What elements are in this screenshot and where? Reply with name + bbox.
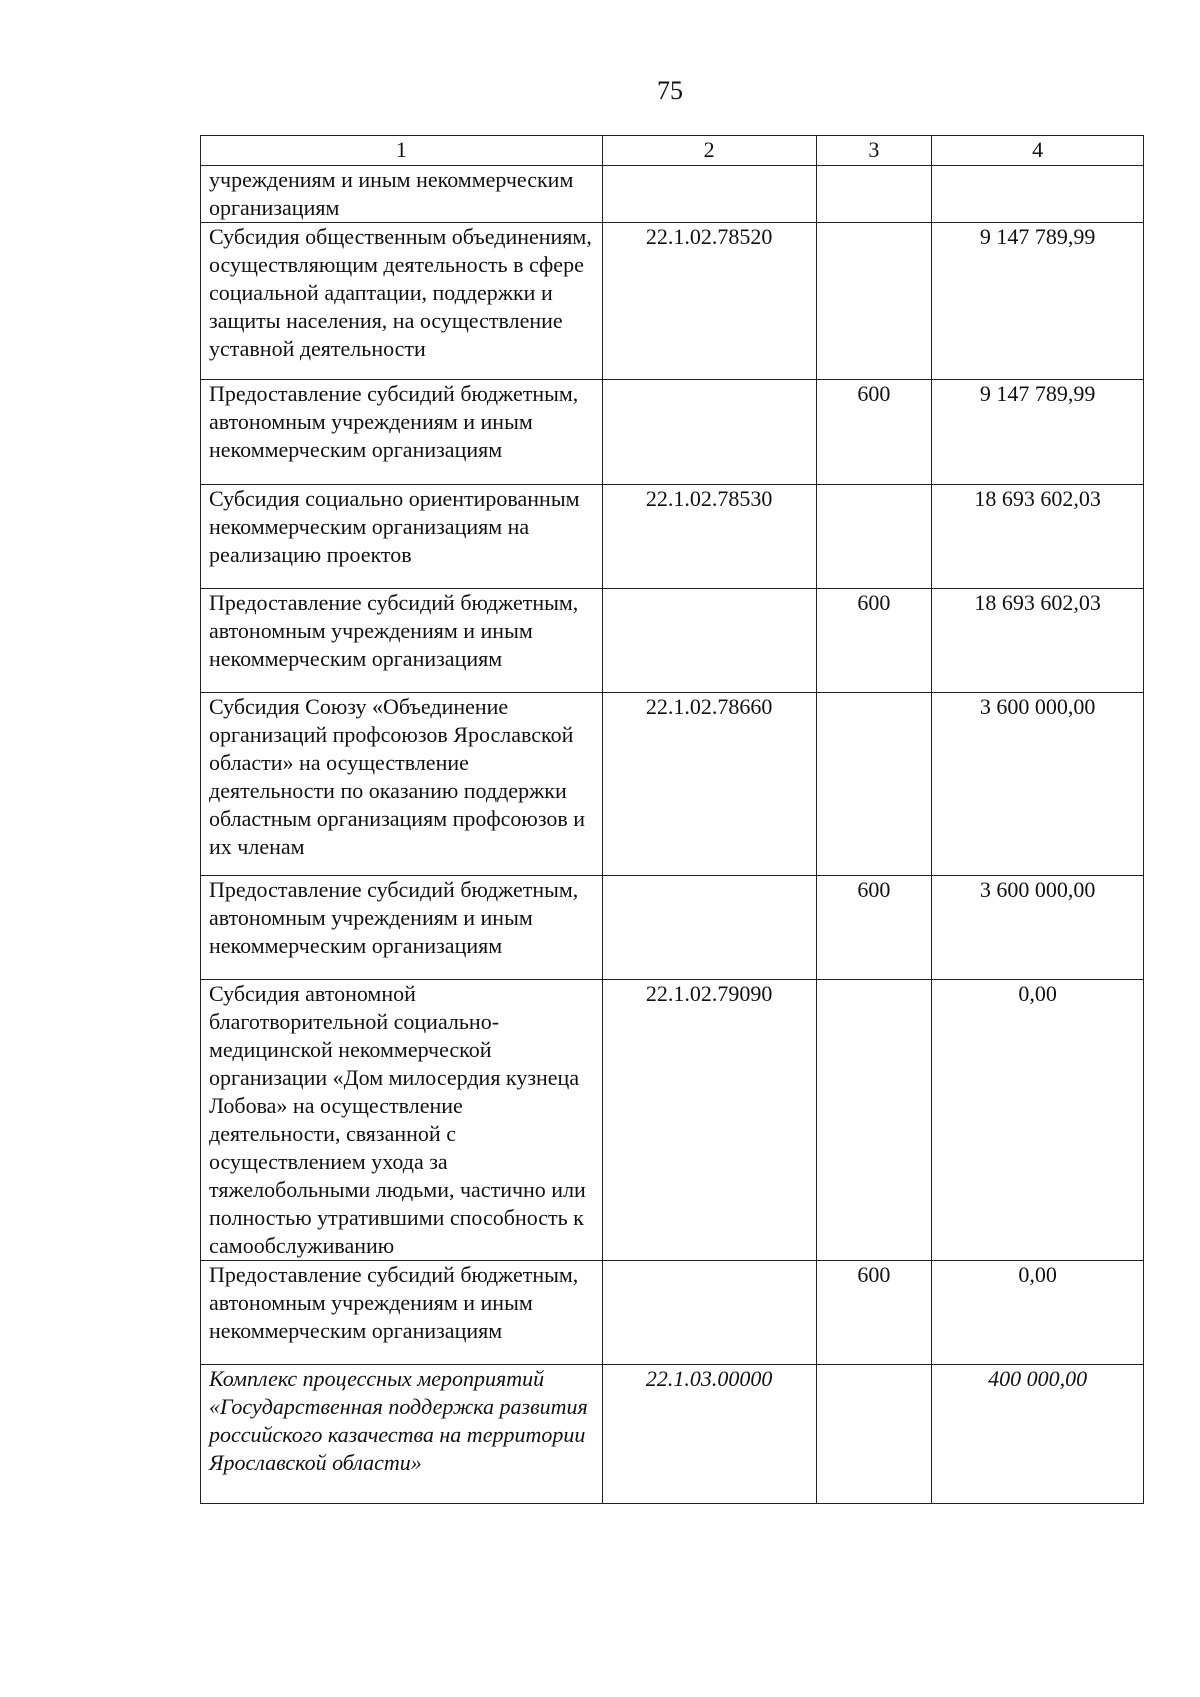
table-row [201, 589, 1144, 693]
row-name: Предоставление субсидий бюджетным, автономным учреждениям и иным некоммерческим организациям [201, 1261, 603, 1365]
table-row [201, 876, 1144, 980]
row-code [602, 876, 816, 980]
row-code [602, 589, 816, 693]
table-row [201, 1261, 1144, 1365]
table-row [201, 380, 1144, 485]
row-name: Комплекс процессных мероприятий «Государственная поддержка развития российского казачества на территории Ярославской области» [201, 1365, 603, 1504]
row-type [816, 693, 932, 876]
row-amount: 0,00 [932, 980, 1144, 1261]
row-code [602, 166, 816, 223]
row-name: Предоставление субсидий бюджетным, автономным учреждениям и иным некоммерческим организациям [201, 876, 603, 980]
row-type [816, 223, 932, 380]
header-col-3: 3 [816, 136, 932, 166]
header-col-1: 1 [201, 136, 603, 166]
row-type: 600 [816, 589, 932, 693]
row-code [602, 1261, 816, 1365]
row-code: 22.1.02.78530 [602, 485, 816, 589]
table-row [201, 1365, 1144, 1504]
row-amount: 3 600 000,00 [932, 693, 1144, 876]
row-name: учреждениям и иным некоммерческим организациям [201, 166, 603, 223]
row-amount: 18 693 602,03 [932, 485, 1144, 589]
row-amount: 0,00 [932, 1261, 1144, 1365]
table-row [201, 693, 1144, 876]
table-header-row [201, 136, 1144, 166]
row-type [816, 980, 932, 1261]
row-type: 600 [816, 380, 932, 485]
row-type [816, 166, 932, 223]
row-code: 22.1.02.78660 [602, 693, 816, 876]
row-type [816, 485, 932, 589]
page-number: 75 [657, 76, 683, 105]
header-col-4: 4 [932, 136, 1144, 166]
header-col-2: 2 [602, 136, 816, 166]
table-row [201, 223, 1144, 380]
row-type: 600 [816, 1261, 932, 1365]
budget-table [200, 135, 1144, 1504]
row-code: 22.1.02.79090 [602, 980, 816, 1261]
row-code: 22.1.02.78520 [602, 223, 816, 380]
row-name: Субсидия общественным объединениям, осуществляющим деятельность в сфере социальной адаптации, поддержки и защиты населения, на осуществление уставной деятельности [201, 223, 603, 380]
table-row [201, 485, 1144, 589]
row-amount: 9 147 789,99 [932, 380, 1144, 485]
row-code [602, 380, 816, 485]
row-amount: 9 147 789,99 [932, 223, 1144, 380]
row-code: 22.1.03.00000 [602, 1365, 816, 1504]
row-amount: 18 693 602,03 [932, 589, 1144, 693]
row-type: 600 [816, 876, 932, 980]
table-row [201, 166, 1144, 223]
row-amount [932, 166, 1144, 223]
row-type [816, 1365, 932, 1504]
row-amount: 3 600 000,00 [932, 876, 1144, 980]
row-name: Субсидия автономной благотворительной социально-медицинской некоммерческой организации «Дом милосердия кузнеца Лобова» на осуществление деятельности, связанной с осуществлением ухода за тяжелобольными людьми, частично или полностью утратившими способность к самообслуживанию [201, 980, 603, 1261]
row-name: Субсидия Союзу «Объединение организаций профсоюзов Ярославской области» на осуществление деятельности по оказанию поддержки областным организациям профсоюзов и их членам [201, 693, 603, 876]
row-name: Предоставление субсидий бюджетным, автономным учреждениям и иным некоммерческим организациям [201, 589, 603, 693]
table-row [201, 980, 1144, 1261]
row-name: Предоставление субсидий бюджетным, автономным учреждениям и иным некоммерческим организациям [201, 380, 603, 485]
row-name: Субсидия социально ориентированным некоммерческим организациям на реализацию проектов [201, 485, 603, 589]
row-amount: 400 000,00 [932, 1365, 1144, 1504]
